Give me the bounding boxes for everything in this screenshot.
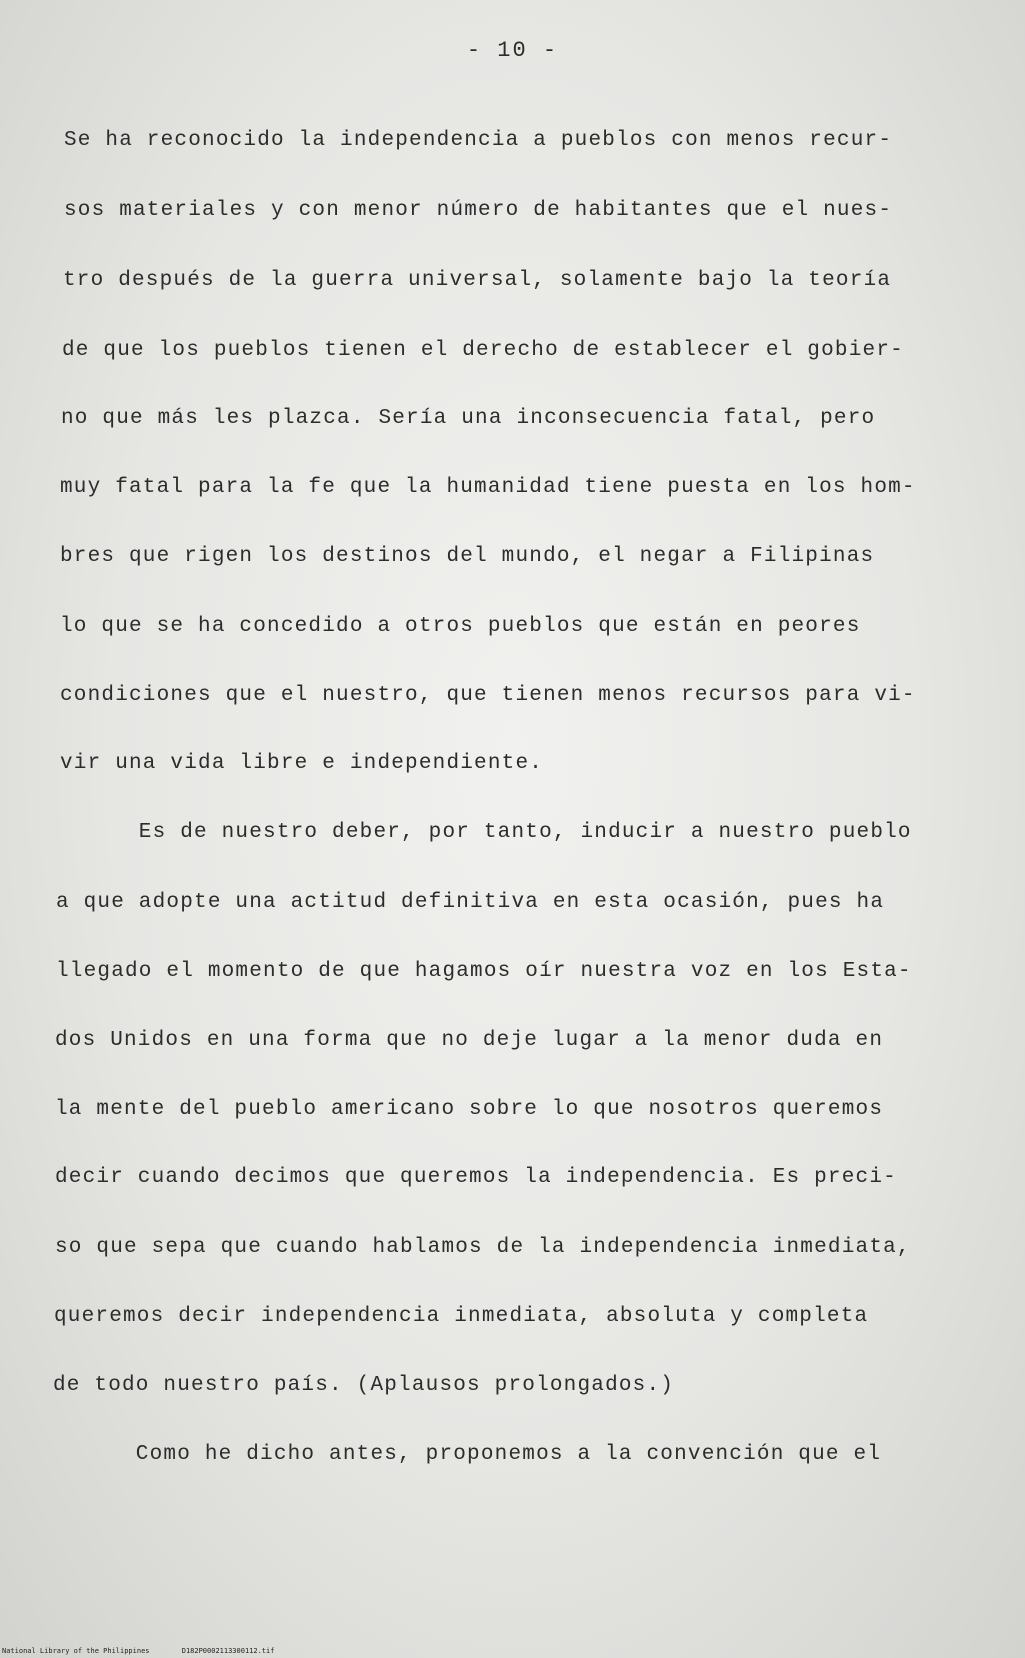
text-line: so que sepa que cuando hablamos de la independencia inmediata, — [55, 1236, 911, 1259]
text-line: la mente del pueblo americano sobre lo que nosotros queremos — [55, 1098, 884, 1121]
footer-file-id: D182P0002113300112.tif — [181, 1647, 275, 1655]
text-line: condiciones que el nuestro, que tienen menos recursos para vi- — [60, 684, 916, 707]
text-line: Se ha reconocido la independencia a pueblos con menos recur- — [64, 129, 893, 152]
text-line: tro después de la guerra universal, solamente bajo la teoría — [63, 269, 892, 292]
footer-institution: National Library of the Philippines — [2, 1647, 150, 1655]
page-number: - 10 - — [466, 38, 559, 63]
text-line: queremos decir independencia inmediata, absoluta y completa — [54, 1305, 869, 1328]
text-line: sos materiales y con menor número de habitantes que el nues- — [64, 199, 893, 222]
text-line: no que más les plazca. Sería una inconsecuencia fatal, pero — [61, 407, 876, 430]
text-line: lo que se ha concedido a otros pueblos que están en peores — [60, 615, 861, 638]
scan-footer — [2, 1647, 302, 1655]
text-line: Como he dicho antes, proponemos a la convención que el — [53, 1443, 882, 1466]
text-line: dos Unidos en una forma que no deje lugar a la menor duda en — [55, 1029, 884, 1052]
text-line: de que los pueblos tienen el derecho de establecer el gobier- — [62, 339, 904, 362]
text-line: llegado el momento de que hagamos oír nuestra voz en los Esta- — [56, 960, 912, 983]
text-line: a que adopte una actitud definitiva en esta ocasión, pues ha — [56, 891, 885, 914]
text-line: decir cuando decimos que queremos la independencia. Es preci- — [55, 1166, 897, 1189]
text-line: muy fatal para la fe que la humanidad tiene puesta en los hom- — [60, 476, 916, 499]
text-line: de todo nuestro país. (Aplausos prolongados.) — [53, 1374, 675, 1397]
text-line: vir una vida libre e independiente. — [60, 752, 544, 775]
text-line: Es de nuestro deber, por tanto, inducir a nuestro pueblo — [56, 821, 912, 844]
text-line: bres que rigen los destinos del mundo, el negar a Filipinas — [60, 545, 875, 568]
